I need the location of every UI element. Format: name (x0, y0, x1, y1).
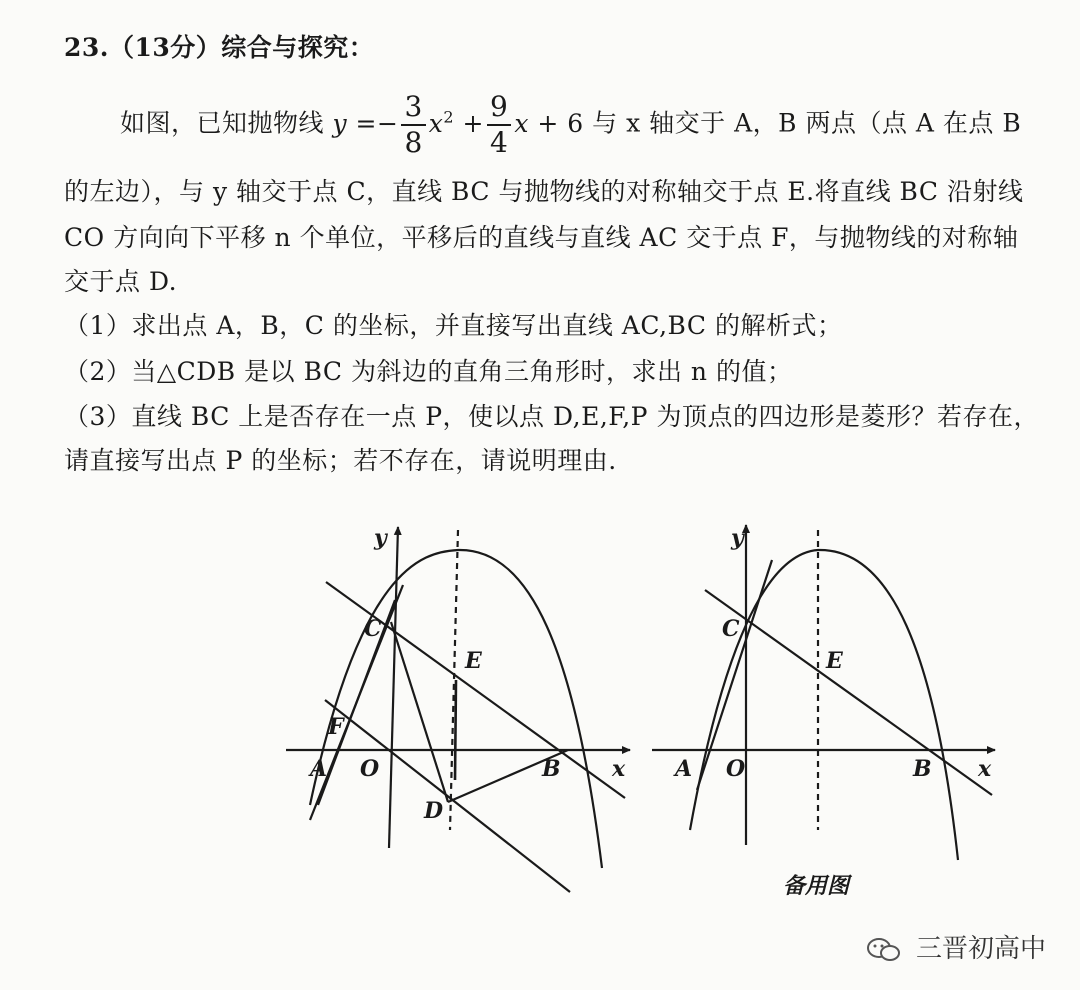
fig2-caption: 备用图 (783, 873, 850, 899)
fig1-label-o: O (360, 756, 380, 782)
eq-plus1: + (462, 108, 484, 138)
eq-x2: x (428, 108, 444, 138)
question-line4: 交于点 D. (64, 267, 178, 296)
intro-post: 与 x 轴交于 A，B 两点（点 A 在点 B (592, 108, 1022, 138)
question-part3a: （3）直线 BC 上是否存在一点 P，使以点 D,E,F,P 为顶点的四边形是菱形？若存在， (64, 402, 1039, 431)
question-line3: CO 方向向下平移 n 个单位，平移后的直线与直线 AC 交于点 F，与抛物线的对称轴 (64, 223, 1019, 252)
question-line2: 的左边），与 y 轴交于点 C，直线 BC 与抛物线的对称轴交于点 E.将直线 BC 沿射线 (64, 177, 1024, 206)
fig1-label-x: x (612, 756, 626, 782)
question-part2: （2）当△CDB 是以 BC 为斜边的直角三角形时，求出 n 的值； (64, 357, 793, 386)
eq-minus: − (377, 108, 399, 138)
fig2-label-b: B (913, 756, 932, 782)
fig1-label-b: B (542, 756, 561, 782)
question-part1: （1）求出点 A，B，C 的坐标，并直接写出直线 AC,BC 的解析式； (64, 311, 843, 340)
fig2-label-e: E (826, 648, 843, 674)
fig2-parabola (690, 550, 958, 860)
eq-frac1-num: 3 (401, 93, 425, 126)
fig1-label-d: D (424, 798, 444, 824)
fig1-label-y: y (374, 525, 387, 551)
fig1-label-c: C (364, 616, 382, 642)
fig2-label-c: C (722, 616, 740, 642)
eq-frac2-num: 9 (487, 93, 511, 126)
question-header: 23.（13分）综合与探究： (64, 33, 375, 62)
eq-sup: 2 (443, 107, 455, 127)
eq-y: y (332, 108, 348, 138)
question-part3b: 请直接写出点 P 的坐标；若不存在，请说明理由. (64, 446, 617, 475)
eq-tail: + 6 (537, 108, 584, 138)
eq-frac2-den: 4 (489, 126, 509, 159)
fig1-label-f: F (328, 714, 344, 740)
watermark-text: 三晋初高中 (915, 934, 1046, 964)
fig1-label-e: E (465, 648, 482, 674)
watermark (866, 928, 1046, 965)
eq-x: x (514, 108, 529, 138)
fig1-label-a: A (310, 756, 328, 782)
fig2-label-x: x (978, 756, 992, 782)
fig2-label-y: y (731, 525, 744, 551)
wechat-icon (866, 937, 902, 963)
eq-frac1-den: 8 (404, 126, 423, 159)
fig2-line-bc (705, 590, 992, 795)
eq-eq: = (355, 108, 377, 138)
intro-pre: 如图，已知抛物线 (120, 108, 325, 138)
fig2-label-o: O (726, 756, 746, 782)
fig2-label-a: A (675, 756, 693, 782)
